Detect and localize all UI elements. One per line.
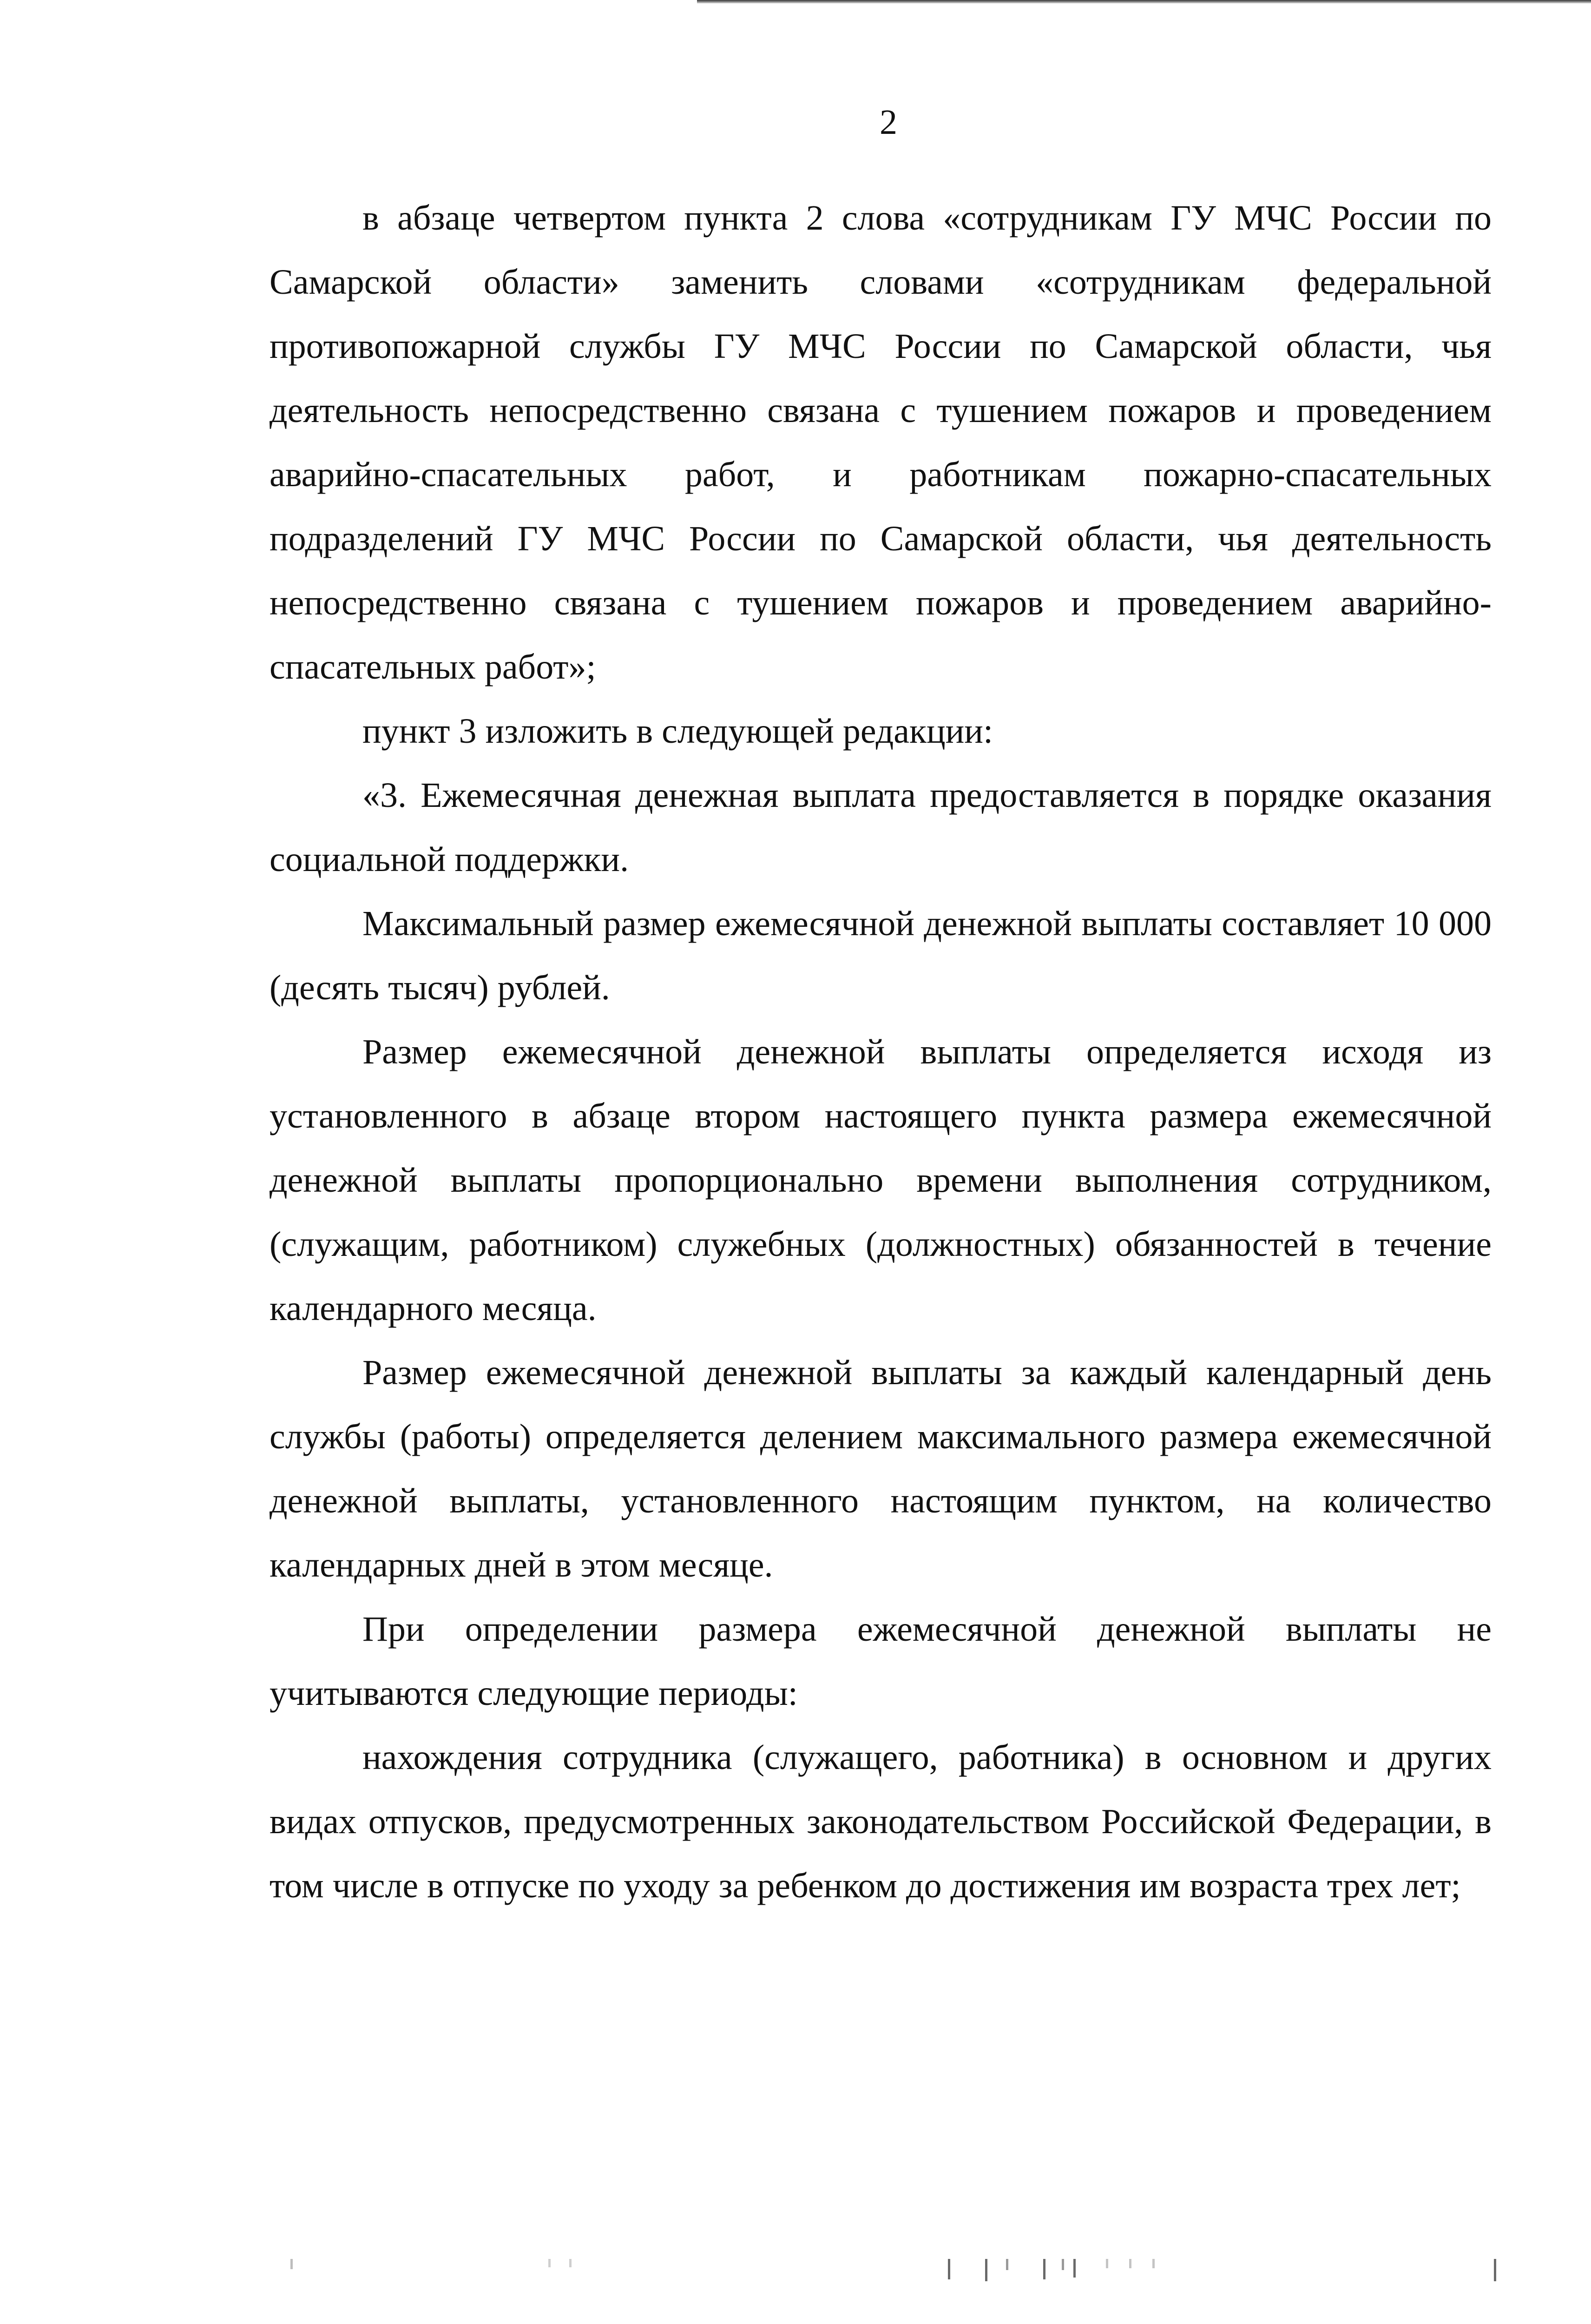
scan-mark [569,2259,572,2267]
scan-mark [985,2259,987,2281]
page-number: 2 [880,103,897,142]
paragraph-point-3-provision: «3. Ежемесячная денежная выплата предоставляется в порядке оказания социальной поддержки. [270,776,1492,879]
scan-mark [1062,2259,1064,2270]
scan-mark [1073,2259,1076,2278]
paragraph-amendment-point-2: в абзаце четвертом пункта 2 слова «сотрудникам ГУ МЧС России по Самарской области» заменить словами «сотрудникам федеральной противопожарной службы ГУ МЧС России по Самарской области, чья деятельность непосредственно связана с тушением пожаров и проведением аварийно-спасательных работ, и работникам пожарно-спасательных подразделений ГУ МЧС России по Самарской области, чья деятельность непосредственно связана с тушением пожаров и проведением аварийно-спасательных работ»; [270,198,1492,687]
document-body [270,186,1492,1918]
scan-mark [1494,2259,1496,2281]
paragraph-excluded-periods: При определении размера ежемесячной денежной выплаты не учитываются следующие периоды: [270,1610,1492,1713]
paragraph-maximum-amount: Максимальный размер ежемесячной денежной выплаты составляет 10 000 (десять тысяч) рублей. [270,904,1492,1007]
scan-mark [1106,2259,1108,2268]
scan-artifact-marks [0,2259,1591,2287]
paragraph-daily-amount: Размер ежемесячной денежной выплаты за каждый календарный день службы (работы) определяется делением максимального размера ежемесячной денежной выплаты, установленного настоящим пунктом, на количество календарных дней в этом месяце. [270,1353,1492,1585]
paragraph-point-3-intro: пункт 3 изложить в следующей редакции: [362,712,993,751]
paragraph-amount-calculation: Размер ежемесячной денежной выплаты определяется исходя из установленного в абзаце втором настоящего пункта размера ежемесячной денежной выплаты пропорционально времени выполнения сотрудником, (служащим, работником) служебных (должностных) обязанностей в течение календарного месяца. [270,1032,1492,1328]
scan-mark [1152,2259,1155,2268]
scan-mark [290,2259,293,2269]
scan-edge-shadow [697,0,1591,4]
scan-mark [548,2259,551,2267]
scan-mark [1129,2259,1131,2268]
paragraph-leave-periods: нахождения сотрудника (служащего, работника) в основном и других видах отпусков, предусмотренных законодательством Российской Федерации, в том числе в отпуске по уходу за ребенком до достижения им возраста трех лет; [270,1738,1492,1905]
scan-mark [1006,2259,1008,2270]
scan-mark [948,2259,950,2279]
scan-mark [1043,2259,1045,2279]
